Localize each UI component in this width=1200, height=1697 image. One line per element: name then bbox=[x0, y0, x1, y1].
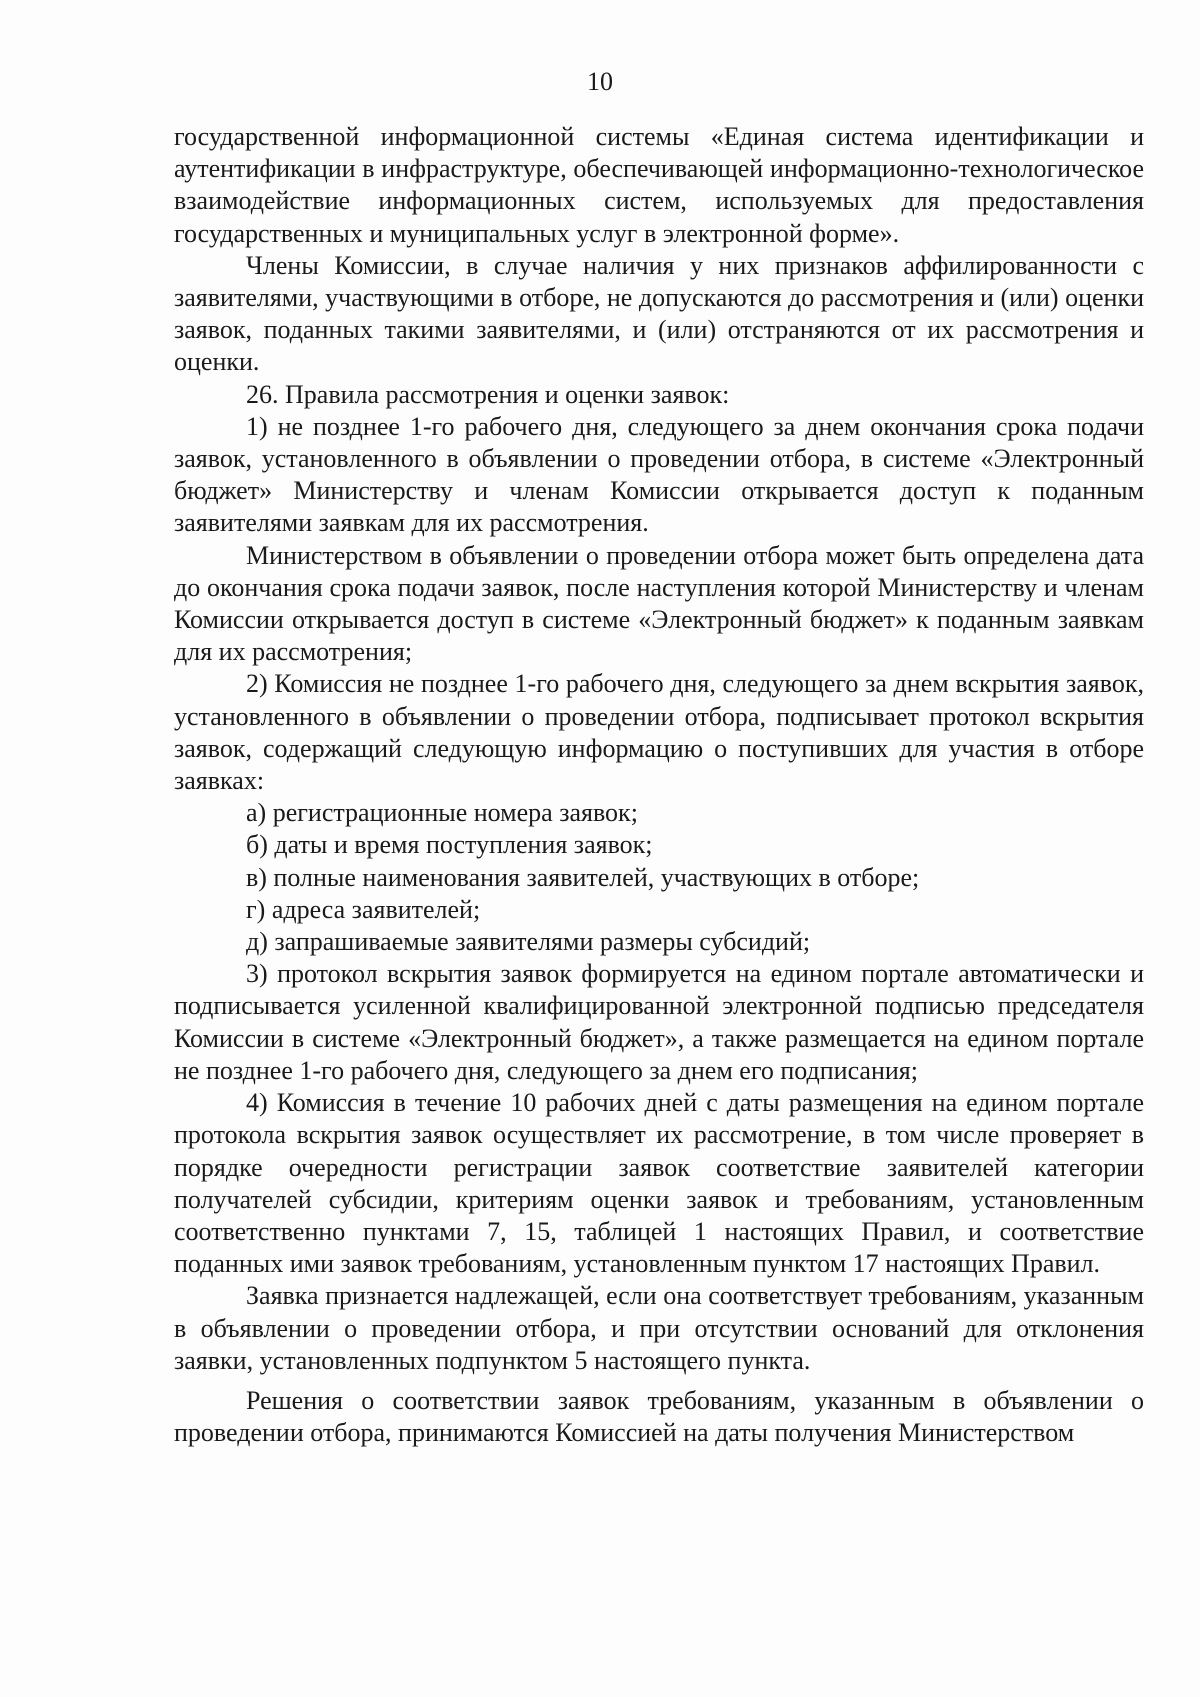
paragraph-ministry-date: Министерством в объявлении о проведении отбора может быть определена дата до окончания срока подачи заявок, после наступления которой Министерству и членам Комиссии открывается доступ в системе «Электронный бюджет» к поданным заявкам для их рассмотрения; bbox=[174, 540, 1144, 667]
list-item-d: д) запрашиваемые заявителями размеры субсидий; bbox=[246, 927, 811, 957]
paragraph-item-4: 4) Комиссия в течение 10 рабочих дней с даты размещения на едином портале протокола вскрытия заявок осуществляет их рассмотрение, в том числе проверяет в порядке очередности регистрации заявок соответствие заявителей категории получателей субсидии, критериям оценки заявок и требованиям, установленным соответственно пунктами 7, 15, таблицей 1 настоящих Правил, и соответствие поданных ими заявок требованиям, установленным пунктом 17 настоящих Правил. bbox=[174, 1088, 1144, 1279]
document-body bbox=[174, 121, 1144, 1449]
paragraph-item-3: 3) протокол вскрытия заявок формируется на едином портале автоматически и подписывается усиленной квалифицированной электронной подписью председателя Комиссии в системе «Электронный бюджет», а также размещается на едином портале не позднее 1-го рабочего дня, следующего за днем его подписания; bbox=[174, 959, 1144, 1085]
list-item-g: г) адреса заявителей; bbox=[246, 894, 481, 924]
paragraph-section-26-heading: 26. Правила рассмотрения и оценки заявок: bbox=[246, 379, 730, 409]
list-item-a: а) регистрационные номера заявок; bbox=[246, 798, 638, 828]
list-item-b: б) даты и время поступления заявок; bbox=[246, 830, 653, 860]
paragraph-commission-members: Члены Комиссии, в случае наличия у них признаков аффилированности с заявителями, участвующими в отборе, не допускаются до рассмотрения и (или) оценки заявок, поданных такими заявителями, и (или) отстраняются от их рассмотрения и оценки. bbox=[174, 250, 1144, 377]
paragraph-item-2: 2) Комиссия не позднее 1-го рабочего дня, следующего за днем вскрытия заявок, установленного в объявлении о проведении отбора, подписывает протокол вскрытия заявок, содержащий следующую информацию о поступивших для участия в отборе заявках: bbox=[174, 669, 1144, 796]
page-number: 10 bbox=[587, 67, 613, 96]
paragraph-continuation: государственной информационной системы «Единая система идентификации и аутентификации в инфраструктуре, обеспечивающей информационно-технологическое взаимодействие информационных систем, используемых для предоставления государственных и муниципальных услуг в электронной форме». bbox=[174, 122, 1144, 248]
paragraph-item-1: 1) не позднее 1-го рабочего дня, следующего за днем окончания срока подачи заявок, установленного в объявлении о проведении отбора, в системе «Электронный бюджет» Министерству и членам Комиссии открывается доступ к поданным заявителями заявкам для их рассмотрения. bbox=[174, 411, 1144, 538]
paragraph-valid-application: Заявка признается надлежащей, если она соответствует требованиям, указанным в объявлении о проведении отбора, и при отсутствии оснований для отклонения заявки, установленных подпунктом 5 настоящего пункта. bbox=[174, 1281, 1144, 1375]
list-item-v: в) полные наименования заявителей, участвующих в отборе; bbox=[246, 862, 920, 892]
paragraph-decisions: Решения о соответствии заявок требованиям, указанным в объявлении о проведении отбора, принимаются Комиссией на даты получения Министерством bbox=[174, 1385, 1144, 1448]
